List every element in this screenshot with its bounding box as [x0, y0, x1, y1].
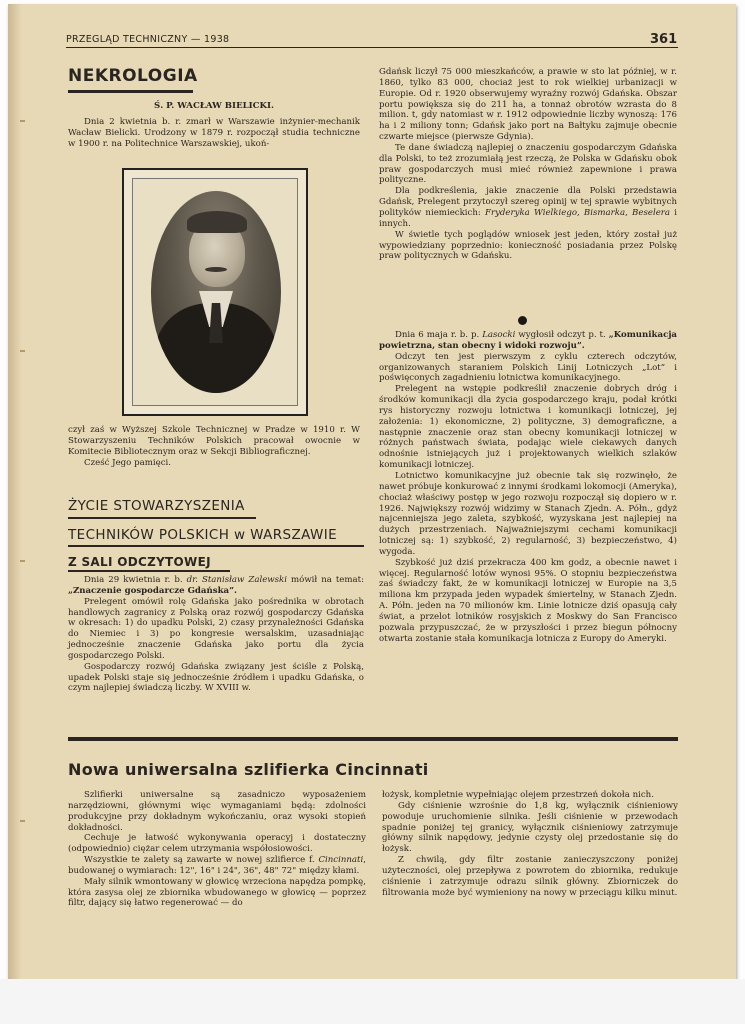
lecture2-intro: Dnia 6 maja r. b. p. Lasocki wygłosił odczyt p. t. „Komunikacja powietrzna, stan obecny i widoki rozwoju”. [379, 330, 677, 351]
portrait-mustache [205, 267, 227, 272]
header-rule [66, 47, 678, 48]
article-divider [68, 737, 678, 741]
binding-mark [20, 120, 25, 122]
lecturer-name: Lasocki [482, 330, 516, 340]
politician-names: Fryderyka Wielkiego, Bismarka, Beselera [485, 207, 671, 218]
obituary-text-bottom [68, 425, 360, 468]
brand-name: Cincinnati [318, 855, 364, 866]
section-underline [68, 545, 364, 547]
lecture2-paragraph: Szybkość już dziś przekracza 400 km godz, a obecnie nawet i więcej. Regularność lotów wynosi 95%. O stopniu bezpieczeństwa zaś świadczy fakt, że w komunikacji lotniczej w Europie na 3,5 miliona km przypada jeden wypadek śmiertelny, w Stanach Zjedn. A. Półn. jeden na 70 milionów km. Linie lotnicze dziś opasują cały świat, a przelot lotników rosyjskich z Moskwy do San Francisco pozwala przypuszczać, że w przyszłości i przez biegun północny otwarta zostanie stała komunikacja lotnicza z Europy do Ameryki. [379, 557, 677, 644]
page-number: 361 [650, 32, 678, 47]
nekrologia-title: NEKROLOGIA [68, 66, 198, 86]
subsection-underline [68, 570, 230, 572]
cincinnati-right-column [382, 790, 678, 898]
article-paragraph: Cechuje je łatwość wykonywania operacyj i dostateczny (odpowiedniо) ciężar celem utrzymania współosiowości. [68, 833, 366, 855]
portrait-hair [187, 211, 247, 233]
subsection-title: Z SALI ODCZYTOWEJ [68, 555, 211, 569]
article-paragraph: Z chwilą, gdy filtr zostanie zanieczyszczony poniżej użyteczności, olej przepływa z powrotem do zbiornika, redukuje ciśnienie i zatrzymuje odrazu silnik główny. Zbiorniczek do filtrowania może być wymieniony na nowy w przeciągu kilku minut. [382, 855, 678, 898]
lecture2-paragraph: Odczyt ten jest pierwszym z cyklu czterech odczytów, organizowanych staraniem Polskich Linij Lotniczych „Lot” i poświęconych zagadnieniu lotnictwa komunikacyjnego. [379, 351, 677, 384]
article-paragraph: Szlifierki uniwersalne są zasadniczo wyposażeniem narzędziowni, głównymi więc wymaganiami będą: zdolności produkcyjne przy dokładnym wykończaniu, oraz wysoki stopień dokładności. [68, 790, 366, 833]
lecture1-intro: Dnia 29 kwietnia r. b. dr. Stanisław Zalewski mówił na temat: „Znaczenie gospodarcze Gdańska”. [68, 575, 365, 596]
scan-background [0, 979, 745, 1024]
lecture1-continuation: Gdańsk liczył 75 000 mieszkańców, a prawie w sto lat później, w r. 1860, tylko 83 000, chociaż jest to rok wielkiej urbanizacji w Europie. Od r. 1920 obserwujemy wyraźny rozwój Gdańska. Obszar portu powiększa się do 211 ha, a tonnaż obrotów wzrasta do 8 milion. t, gdy natomiast w r. 1912 odpowiednie liczby wynoszą: 176 ha i 2 miliony tonn; Gdańsk jako port na Bałtyku zajmuje obecnie czwarte miejsce (pierwsze Gdynia). [379, 67, 677, 143]
lecture1-paragraph: Dla podkreślenia, jakie znaczenie dla Polski przedstawia Gdańsk, Prelegent przytoczył szereg opinij w tej sprawie wybitnych polityków niemieckich: Fryderyka Wielkiego, Bismarka, Beselera i innych. [379, 186, 677, 229]
cincinnati-left-column [68, 790, 366, 909]
obituary-text-top [68, 117, 360, 150]
article-paragraph: Gdy ciśnienie wzrośnie do 1,8 kg, wyłącznik ciśnieniowy powoduje uruchomienie silnika. Jeśli ciśnienie w przewodach spadnie poniżej tej granicy, wyłącznik ciśnieniowy zatrzymuje główny silnik napędowy, jedynie czysty olej przedostanie się do łożysk. [382, 800, 678, 855]
article-title: Nowa uniwersalna szlifierka Cincinnati [68, 760, 429, 779]
portrait-frame [122, 168, 308, 416]
lecture2-paragraph: Lotnictwo komunikacyjne już obecnie tak się rozwinęło, że nawet próbuje konkurować z innymi środkami lokomocji (Ameryka), chociaż właściwy postęp w jego rozwoju rozpoczął się dopiero w r. 1926. Największy rozwój widzimy w Stanach Zjedn. A. Półn., gdyż najcenniejsza jego zaleta, szybkość, wyzyskana jest najlepiej na dużych przestrzeniach. Najważniejszymi cechami komunikacji lotniczej są: 1) szybkość, 2) regularność, 3) bezpieczeństwo, 4) wygoda. [379, 470, 677, 557]
portrait-oval [151, 191, 281, 393]
binding-mark [20, 350, 25, 352]
binding-mark [20, 560, 25, 562]
lecture-topic: „Komunikacja powietrzna, stan obecny i widoki rozwoju”. [379, 330, 677, 351]
obituary-closing: Cześć Jego pamięci. [84, 457, 171, 468]
article-paragraph: Wszystkie te zalety są zawarte w nowej szlifierce f. Cincinnati, budowanej o wymiarach: 12", 16" i 24", 36", 48" 72" między kłami. [68, 855, 366, 876]
lecture1-paragraph: Te dane świadczą najlepiej o znaczeniu gospodarczym Gdańska dla Polski, to też zrozumiałą jest rzeczą, że Polska w Gdańsku obok praw gospodarczych musi mieć również zapewnione i prawa polityczne. [379, 142, 677, 186]
obituary-paragraph: czył zaś w Wyższej Szkole Technicznej w Pradze w 1910 r. W Stowarzyszeniu Techników Polskich pracował owocnie w Komitecie Bibliotecznym oraz w Sekcji Bibliograficznej. [68, 425, 360, 457]
separator-dot [518, 316, 527, 325]
lecture1-paragraph: Gospodarczy rozwój Gdańska związany jest ściśle z Polską, upadek Polski staje się jednocześnie źródłem i upadku Gdańska, o czym najlepiej świadczą liczby. W XVIII w. [68, 661, 364, 694]
right-column-bottom [379, 330, 677, 644]
article-paragraph: Mały silnik wmontowany w głowicę wrzeciona napędza pompkę, która zasysa olej ze zbiornika wbudowanego w głowicę — poprzez filtr, dający się łatwo regenerować — do [68, 876, 366, 909]
lecture-topic: „Znaczenie gospodarcze Gdańska”. [68, 585, 238, 596]
obituary-name: Ś. P. WACŁAW BIELICKI. [153, 101, 275, 111]
binding-mark [20, 820, 25, 822]
running-header: PRZEGLĄD TECHNICZNY — 1938 [66, 34, 230, 45]
lecture2-paragraph: Prelegent na wstępie podkreślił znaczenie dobrych dróg i środków komunikacji dla życia gospodarczego kraju, podał krótki rys historyczny rozwoju lotnictwa i komunikacji lotniczej, jej założenia: 1) ekonomiczne, 2) polityczne, 3) demograficzne, a następnie znaczenie oraz stan obecny komunikacji lotniczej w różnych państwach świata, podając wiele ciekawych danych odnośnie istniejących już i projektowanych wielkich szlaków komunikacji lotniczej. [379, 384, 677, 471]
lecture1-conclusion: W świetle tych poglądów wniosek jest jeden, który został już wypowiedziany poprzednio: konieczność posiadania przez Polskę praw politycznych w Gdańsku. [379, 229, 677, 262]
section-title-line1: ŻYCIE STOWARZYSZENIA [68, 498, 245, 514]
right-column-top [379, 67, 677, 262]
portrait-photo [132, 178, 298, 406]
section-title-line2: TECHNIKÓW POLSKICH w WARSZAWIE [68, 527, 338, 543]
lecture1-text [68, 575, 364, 694]
lecturer-name: dr. Stanisław Zalewski [186, 575, 288, 585]
obituary-paragraph: Dnia 2 kwietnia b. r. zmarł w Warszawie inżynier-mechanik Wacław Bielicki. Urodzony w 1879 r. rozpoczął studia techniczne w 1900 r. na Politechnice Warszawskiej, ukoń- [68, 117, 360, 149]
article-paragraph: łożysk, kompletnie wypełniając olejem przestrzeń dokoła nich. [382, 790, 654, 800]
section-underline [68, 517, 256, 519]
lecture1-paragraph: Prelegent omówił rolę Gdańska jako pośrednika w obrotach handlowych zagranicy z Polską oraz rozwój gospodarczy Gdańska w okresach: 1) do upadku Polski, 2) czasy przynależności Gdańska do Niemiec i 3) po kongresie wersalskim, uzasadniając jednocześnie znaczenie Gdańska jako portu dla życia gospodarczego Polski. [68, 596, 364, 661]
title-underline [68, 90, 193, 93]
